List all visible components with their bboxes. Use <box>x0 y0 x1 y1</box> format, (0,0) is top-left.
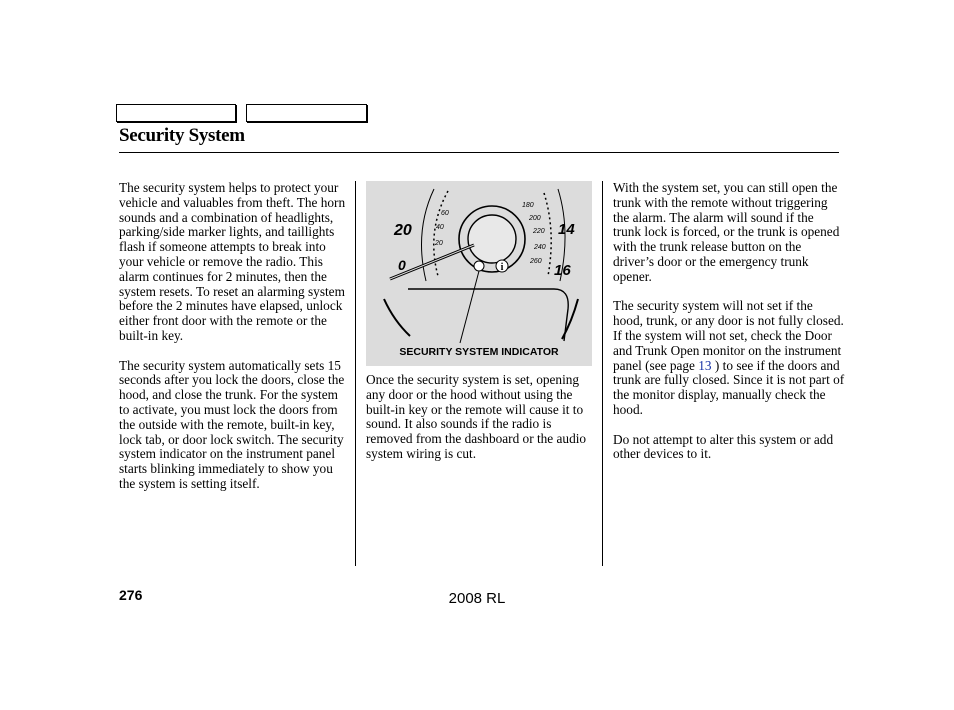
paragraph-system-not-setting <box>613 299 845 417</box>
page-title: Security System <box>119 125 245 146</box>
left-gauge-lower-label: 0 <box>398 257 406 273</box>
left-gauge-mark-3: 20 <box>435 240 443 247</box>
page-number: 276 <box>119 587 143 603</box>
left-gauge-mark-2: 40 <box>436 224 444 231</box>
paragraph-security-triggers: Once the security system is set, opening any door or the hood without using the built-in key or the remote will cause it to sound. It also sounds if the radio is removed from the dashboard or the audio system wiring is cut. <box>366 372 587 461</box>
instrument-panel-illustration <box>366 181 592 366</box>
right-gauge-mark-4: 240 <box>534 244 546 251</box>
text-column-1 <box>119 181 351 507</box>
left-gauge-upper-label: 20 <box>394 222 412 239</box>
text-column-3 <box>613 181 845 477</box>
text-column-2 <box>366 373 594 477</box>
right-gauge-lower-label: 16 <box>554 262 571 279</box>
figure-caption: SECURITY SYSTEM INDICATOR <box>399 346 559 358</box>
paragraph-text-before-link: The security system will not set if the hood, trunk, or any door is not fully closed. If the system will not set, check the Door and Trunk Open monitor on the instrument panel (see page <box>613 298 844 373</box>
paragraph-text-after-link: ) to see if the doors and trunk are fully closed. Since it is not part of the monitor display, manually check the hood. <box>613 357 845 417</box>
security-indicator-light <box>474 261 484 271</box>
svg-text:i: i <box>500 262 504 273</box>
right-gauge-mark-3: 220 <box>533 228 545 235</box>
right-gauge-upper-label: 14 <box>558 221 575 238</box>
paragraph-warning: Do not attempt to alter this system or add other devices to it. <box>613 431 834 462</box>
instrument-panel-figure <box>366 181 592 366</box>
paragraph-security-activation: The security system automatically sets 15 seconds after you lock the doors, close the hood, and close the trunk. For the system to activate, you must lock the doors from the outside with the remote, built-in key, lock tab, or door lock switch. The security system indicator on the instrument panel starts blinking immediately to show you the system is setting itself. <box>119 357 345 491</box>
page-reference-link[interactable]: 13 <box>698 357 712 373</box>
column-divider-1 <box>355 181 356 566</box>
right-gauge-mark-1: 180 <box>522 202 534 209</box>
paragraph-security-overview: The security system helps to protect your vehicle and valuables from theft. The horn sounds and a combination of headlights, parking/side marker lights, and taillights flash if someone attempts to break into your vehicle or remove the radio. This alarm continues for 2 minutes, then the system resets. To reset an alarming system before the 2 minutes have elapsed, unlock either front door with the remote or the built-in key. <box>119 180 346 343</box>
left-gauge-mark-1: 60 <box>441 210 449 217</box>
right-gauge-mark-5: 260 <box>530 258 542 265</box>
right-gauge-mark-2: 200 <box>529 215 541 222</box>
column-divider-2 <box>602 181 603 566</box>
paragraph-trunk-behavior: With the system set, you can still open the trunk with the remote without triggering the alarm. The alarm will sound if the trunk lock is forced, or the trunk is opened with the trunk release button on the driver’s door or the emergency trunk opener. <box>613 180 840 284</box>
nav-tab-button-2[interactable] <box>246 104 367 122</box>
footer-model-label: 2008 RL <box>448 590 506 607</box>
title-divider <box>119 152 839 153</box>
nav-tab-button-1[interactable] <box>116 104 236 122</box>
